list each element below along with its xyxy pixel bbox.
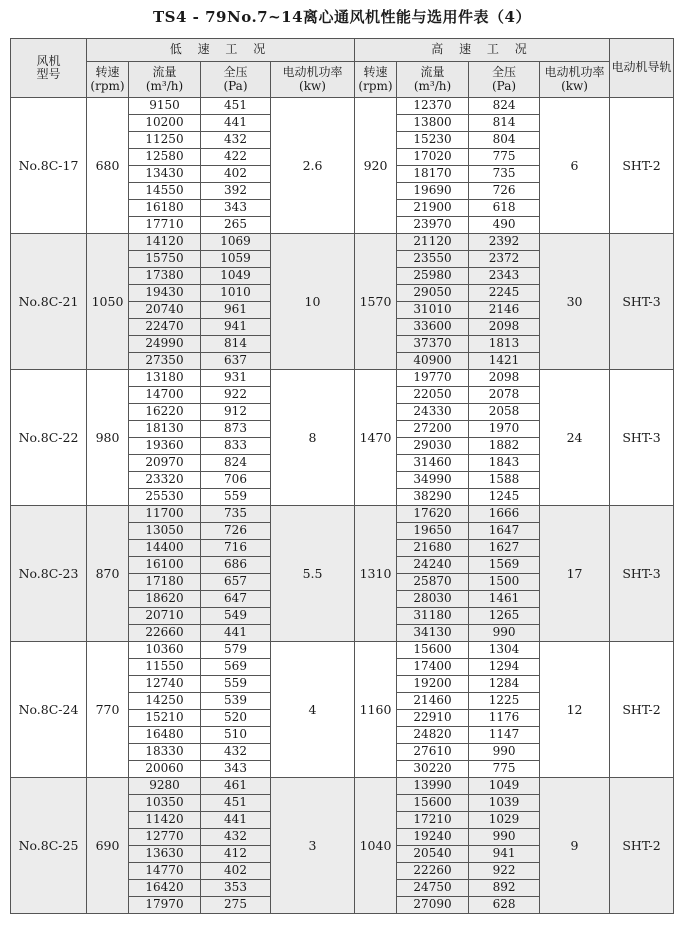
low-rpm-cell: 690 [87, 778, 129, 914]
low-pressure-cell: 451 [201, 98, 271, 115]
high-pressure-cell: 775 [469, 761, 540, 778]
low-flow-cell: 19430 [129, 285, 201, 302]
high-flow-cell: 15230 [397, 132, 469, 149]
low-pressure-cell: 402 [201, 863, 271, 880]
high-pressure-cell: 1294 [469, 659, 540, 676]
high-flow-cell: 19770 [397, 370, 469, 387]
low-pressure-cell: 343 [201, 761, 271, 778]
model-cell: No.8C-24 [11, 642, 87, 778]
high-pressure-cell: 1970 [469, 421, 540, 438]
low-flow-cell: 17710 [129, 217, 201, 234]
high-pressure-cell: 2078 [469, 387, 540, 404]
high-rpm-cell: 1470 [355, 370, 397, 506]
high-pressure-cell: 735 [469, 166, 540, 183]
high-power-cell: 24 [540, 370, 610, 506]
high-flow-cell: 22050 [397, 387, 469, 404]
low-speed-rpm-header: 转速 (rpm) [87, 62, 129, 98]
low-power-cell: 2.6 [271, 98, 355, 234]
high-flow-cell: 25870 [397, 574, 469, 591]
low-pressure-cell: 647 [201, 591, 271, 608]
low-pressure-cell: 824 [201, 455, 271, 472]
high-pressure-cell: 2146 [469, 302, 540, 319]
high-flow-cell: 19240 [397, 829, 469, 846]
low-flow-cell: 22660 [129, 625, 201, 642]
high-pressure-cell: 824 [469, 98, 540, 115]
high-flow-cell: 34130 [397, 625, 469, 642]
high-power-cell: 30 [540, 234, 610, 370]
low-flow-cell: 9150 [129, 98, 201, 115]
high-flow-cell: 37370 [397, 336, 469, 353]
high-flow-cell: 27200 [397, 421, 469, 438]
high-flow-cell: 24750 [397, 880, 469, 897]
high-flow-cell: 27090 [397, 897, 469, 914]
low-flow-cell: 11250 [129, 132, 201, 149]
high-flow-cell: 27610 [397, 744, 469, 761]
high-flow-cell: 23970 [397, 217, 469, 234]
high-pressure-cell: 628 [469, 897, 540, 914]
low-pressure-cell: 1010 [201, 285, 271, 302]
low-rpm-cell: 680 [87, 98, 129, 234]
table-row [11, 370, 674, 387]
page-title: TS4 - 79No.7~14离心通风机性能与选用件表（4） [153, 8, 531, 26]
low-flow-cell: 17180 [129, 574, 201, 591]
low-pressure-cell: 716 [201, 540, 271, 557]
low-flow-cell: 16180 [129, 200, 201, 217]
high-pressure-cell: 1627 [469, 540, 540, 557]
high-flow-cell: 31010 [397, 302, 469, 319]
high-pressure-cell: 990 [469, 744, 540, 761]
low-pressure-cell: 1069 [201, 234, 271, 251]
low-flow-cell: 18130 [129, 421, 201, 438]
low-pressure-cell: 441 [201, 115, 271, 132]
low-flow-cell: 23320 [129, 472, 201, 489]
high-pressure-cell: 1304 [469, 642, 540, 659]
high-flow-cell: 23550 [397, 251, 469, 268]
high-flow-cell: 17210 [397, 812, 469, 829]
high-pressure-cell: 2058 [469, 404, 540, 421]
low-pressure-cell: 1049 [201, 268, 271, 285]
low-rpm-cell: 770 [87, 642, 129, 778]
low-flow-cell: 20740 [129, 302, 201, 319]
high-flow-cell: 20540 [397, 846, 469, 863]
low-pressure-cell: 343 [201, 200, 271, 217]
low-pressure-cell: 1059 [201, 251, 271, 268]
high-pressure-cell: 922 [469, 863, 540, 880]
high-pressure-cell: 618 [469, 200, 540, 217]
high-pressure-cell: 2392 [469, 234, 540, 251]
high-pressure-cell: 2098 [469, 319, 540, 336]
low-flow-cell: 16480 [129, 727, 201, 744]
high-pressure-cell: 1176 [469, 710, 540, 727]
high-rpm-cell: 1570 [355, 234, 397, 370]
low-flow-cell: 13630 [129, 846, 201, 863]
high-flow-cell: 19690 [397, 183, 469, 200]
low-flow-cell: 14700 [129, 387, 201, 404]
high-pressure-cell: 490 [469, 217, 540, 234]
low-pressure-cell: 735 [201, 506, 271, 523]
low-pressure-cell: 392 [201, 183, 271, 200]
high-flow-cell: 34990 [397, 472, 469, 489]
low-flow-cell: 12580 [129, 149, 201, 166]
low-pressure-cell: 569 [201, 659, 271, 676]
high-pressure-cell: 775 [469, 149, 540, 166]
low-flow-cell: 14770 [129, 863, 201, 880]
low-flow-cell: 16100 [129, 557, 201, 574]
low-power-cell: 5.5 [271, 506, 355, 642]
high-power-cell: 17 [540, 506, 610, 642]
high-pressure-cell: 1029 [469, 812, 540, 829]
low-pressure-cell: 353 [201, 880, 271, 897]
low-pressure-cell: 559 [201, 489, 271, 506]
high-flow-cell: 15600 [397, 642, 469, 659]
low-pressure-cell: 549 [201, 608, 271, 625]
low-pressure-cell: 539 [201, 693, 271, 710]
low-flow-cell: 13180 [129, 370, 201, 387]
fan-group [11, 370, 674, 506]
high-flow-cell: 29050 [397, 285, 469, 302]
low-pressure-cell: 559 [201, 676, 271, 693]
high-rpm-cell: 1040 [355, 778, 397, 914]
low-flow-cell: 24990 [129, 336, 201, 353]
high-flow-cell: 17620 [397, 506, 469, 523]
low-flow-cell: 17380 [129, 268, 201, 285]
high-flow-cell: 24820 [397, 727, 469, 744]
model-header: 风机 型号 [11, 39, 87, 98]
table-row [11, 98, 674, 115]
high-pressure-cell: 2098 [469, 370, 540, 387]
model-cell: No.8C-22 [11, 370, 87, 506]
high-flow-cell: 21120 [397, 234, 469, 251]
low-power-cell: 10 [271, 234, 355, 370]
low-pressure-cell: 451 [201, 795, 271, 812]
high-pressure-cell: 1500 [469, 574, 540, 591]
high-flow-cell: 40900 [397, 353, 469, 370]
high-pressure-cell: 1666 [469, 506, 540, 523]
low-pressure-header: 全压 (Pa) [201, 62, 271, 98]
low-pressure-cell: 441 [201, 625, 271, 642]
low-pressure-cell: 726 [201, 523, 271, 540]
high-flow-cell: 13800 [397, 115, 469, 132]
high-power-cell: 6 [540, 98, 610, 234]
high-flow-cell: 24240 [397, 557, 469, 574]
high-pressure-cell: 1813 [469, 336, 540, 353]
low-flow-cell: 20710 [129, 608, 201, 625]
low-flow-cell: 19360 [129, 438, 201, 455]
high-pressure-cell: 726 [469, 183, 540, 200]
low-pressure-cell: 931 [201, 370, 271, 387]
low-pressure-cell: 275 [201, 897, 271, 914]
low-rpm-cell: 870 [87, 506, 129, 642]
low-pressure-cell: 402 [201, 166, 271, 183]
high-flow-cell: 22910 [397, 710, 469, 727]
low-pressure-cell: 657 [201, 574, 271, 591]
low-flow-cell: 15750 [129, 251, 201, 268]
high-pressure-cell: 2245 [469, 285, 540, 302]
high-rpm-cell: 920 [355, 98, 397, 234]
high-pressure-cell: 990 [469, 625, 540, 642]
high-flow-cell: 24330 [397, 404, 469, 421]
high-flow-cell: 21900 [397, 200, 469, 217]
rail-cell: SHT-2 [610, 778, 674, 914]
low-flow-cell: 12740 [129, 676, 201, 693]
high-pressure-cell: 1882 [469, 438, 540, 455]
low-pressure-cell: 912 [201, 404, 271, 421]
high-rpm-cell: 1310 [355, 506, 397, 642]
high-pressure-cell: 1245 [469, 489, 540, 506]
header-row-1 [11, 39, 674, 62]
low-flow-cell: 16420 [129, 880, 201, 897]
low-pressure-cell: 432 [201, 132, 271, 149]
low-rpm-cell: 1050 [87, 234, 129, 370]
high-flow-cell: 38290 [397, 489, 469, 506]
low-flow-cell: 17970 [129, 897, 201, 914]
low-flow-header: 流量 (m³/h) [129, 62, 201, 98]
table-row [11, 234, 674, 251]
high-flow-cell: 22260 [397, 863, 469, 880]
high-pressure-cell: 941 [469, 846, 540, 863]
low-flow-cell: 14120 [129, 234, 201, 251]
rail-cell: SHT-3 [610, 370, 674, 506]
low-flow-cell: 11420 [129, 812, 201, 829]
high-power-header: 电动机功率 (kw) [540, 62, 610, 98]
high-flow-cell: 28030 [397, 591, 469, 608]
fan-group [11, 506, 674, 642]
low-flow-cell: 20970 [129, 455, 201, 472]
low-power-cell: 4 [271, 642, 355, 778]
high-flow-cell: 17400 [397, 659, 469, 676]
low-pressure-cell: 961 [201, 302, 271, 319]
low-flow-cell: 27350 [129, 353, 201, 370]
low-flow-cell: 10200 [129, 115, 201, 132]
low-flow-cell: 13430 [129, 166, 201, 183]
low-pressure-cell: 520 [201, 710, 271, 727]
low-flow-cell: 12770 [129, 829, 201, 846]
high-flow-cell: 33600 [397, 319, 469, 336]
rail-cell: SHT-2 [610, 642, 674, 778]
low-flow-cell: 10360 [129, 642, 201, 659]
high-pressure-cell: 1039 [469, 795, 540, 812]
high-pressure-cell: 1647 [469, 523, 540, 540]
low-flow-cell: 11700 [129, 506, 201, 523]
high-pressure-cell: 1265 [469, 608, 540, 625]
low-flow-cell: 20060 [129, 761, 201, 778]
high-flow-cell: 21680 [397, 540, 469, 557]
rail-header: 电动机导轨 [610, 39, 674, 98]
header-row-2 [11, 62, 674, 98]
low-power-header: 电动机功率 (kw) [271, 62, 355, 98]
high-flow-cell: 12370 [397, 98, 469, 115]
low-flow-cell: 9280 [129, 778, 201, 795]
high-flow-cell: 31180 [397, 608, 469, 625]
low-pressure-cell: 941 [201, 319, 271, 336]
model-cell: No.8C-17 [11, 98, 87, 234]
high-power-cell: 12 [540, 642, 610, 778]
fan-group [11, 98, 674, 234]
high-pressure-cell: 1284 [469, 676, 540, 693]
low-flow-cell: 25530 [129, 489, 201, 506]
high-pressure-cell: 1843 [469, 455, 540, 472]
low-pressure-cell: 833 [201, 438, 271, 455]
high-pressure-cell: 2343 [469, 268, 540, 285]
low-flow-cell: 14550 [129, 183, 201, 200]
low-pressure-cell: 873 [201, 421, 271, 438]
fan-group [11, 642, 674, 778]
low-pressure-cell: 706 [201, 472, 271, 489]
low-flow-cell: 11550 [129, 659, 201, 676]
high-flow-cell: 19200 [397, 676, 469, 693]
high-pressure-cell: 990 [469, 829, 540, 846]
model-cell: No.8C-23 [11, 506, 87, 642]
fan-group [11, 234, 674, 370]
low-pressure-cell: 637 [201, 353, 271, 370]
low-pressure-cell: 265 [201, 217, 271, 234]
high-flow-cell: 30220 [397, 761, 469, 778]
high-flow-header: 流量 (m³/h) [397, 62, 469, 98]
high-speed-rpm-header: 转速 (rpm) [355, 62, 397, 98]
low-flow-cell: 18620 [129, 591, 201, 608]
low-pressure-cell: 814 [201, 336, 271, 353]
low-flow-cell: 22470 [129, 319, 201, 336]
low-pressure-cell: 432 [201, 829, 271, 846]
low-flow-cell: 14250 [129, 693, 201, 710]
high-pressure-cell: 1461 [469, 591, 540, 608]
table-row [11, 642, 674, 659]
high-flow-cell: 13990 [397, 778, 469, 795]
model-cell: No.8C-21 [11, 234, 87, 370]
low-pressure-cell: 922 [201, 387, 271, 404]
high-flow-cell: 17020 [397, 149, 469, 166]
high-flow-cell: 29030 [397, 438, 469, 455]
low-pressure-cell: 686 [201, 557, 271, 574]
model-cell: No.8C-25 [11, 778, 87, 914]
high-pressure-cell: 1421 [469, 353, 540, 370]
low-flow-cell: 10350 [129, 795, 201, 812]
low-rpm-cell: 980 [87, 370, 129, 506]
table-row [11, 506, 674, 523]
low-flow-cell: 16220 [129, 404, 201, 421]
low-pressure-cell: 579 [201, 642, 271, 659]
low-flow-cell: 18330 [129, 744, 201, 761]
low-power-cell: 3 [271, 778, 355, 914]
high-pressure-cell: 1049 [469, 778, 540, 795]
high-pressure-cell: 1569 [469, 557, 540, 574]
low-flow-cell: 15210 [129, 710, 201, 727]
high-flow-cell: 15600 [397, 795, 469, 812]
high-flow-cell: 25980 [397, 268, 469, 285]
high-flow-cell: 19650 [397, 523, 469, 540]
high-pressure-cell: 804 [469, 132, 540, 149]
high-power-cell: 9 [540, 778, 610, 914]
high-flow-cell: 21460 [397, 693, 469, 710]
low-pressure-cell: 412 [201, 846, 271, 863]
low-pressure-cell: 510 [201, 727, 271, 744]
table-row [11, 778, 674, 795]
high-flow-cell: 31460 [397, 455, 469, 472]
low-speed-header: 低 速 工 况 [87, 39, 355, 62]
high-pressure-cell: 814 [469, 115, 540, 132]
high-speed-header: 高 速 工 况 [355, 39, 610, 62]
high-flow-cell: 18170 [397, 166, 469, 183]
fan-group [11, 778, 674, 914]
high-rpm-cell: 1160 [355, 642, 397, 778]
rail-cell: SHT-3 [610, 506, 674, 642]
low-pressure-cell: 441 [201, 812, 271, 829]
high-pressure-cell: 1588 [469, 472, 540, 489]
low-flow-cell: 14400 [129, 540, 201, 557]
rail-cell: SHT-2 [610, 98, 674, 234]
high-pressure-cell: 892 [469, 880, 540, 897]
low-power-cell: 8 [271, 370, 355, 506]
high-pressure-header: 全压 (Pa) [469, 62, 540, 98]
rail-cell: SHT-3 [610, 234, 674, 370]
high-pressure-cell: 1225 [469, 693, 540, 710]
fan-selection-table [10, 38, 674, 914]
low-pressure-cell: 461 [201, 778, 271, 795]
high-pressure-cell: 1147 [469, 727, 540, 744]
low-flow-cell: 13050 [129, 523, 201, 540]
low-pressure-cell: 422 [201, 149, 271, 166]
high-pressure-cell: 2372 [469, 251, 540, 268]
low-pressure-cell: 432 [201, 744, 271, 761]
